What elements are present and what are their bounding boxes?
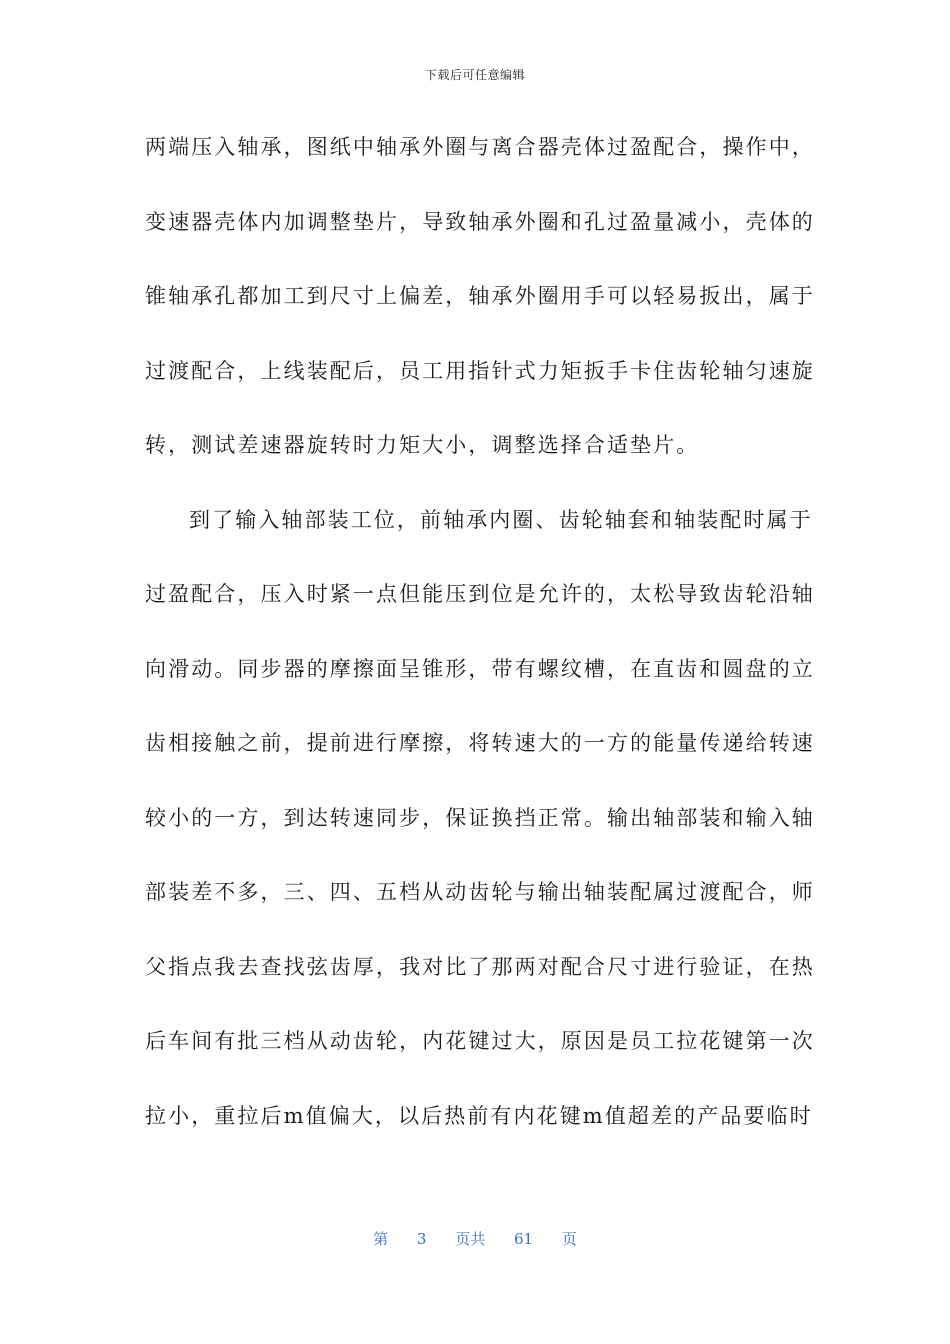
body-line: 转，测试差速器旋转时力矩大小，调整选择合适垫片。 [145, 433, 700, 457]
footer-page-label: 第 [373, 1230, 389, 1248]
page-header: 下载后可任意编辑 [424, 68, 525, 82]
body-line: 部装差不多，三、四、五档从动齿轮与输出轴装配属过渡配合，师 [145, 880, 815, 904]
footer-total-label: 页共 [455, 1230, 486, 1248]
body-line: 锥轴承孔都加工到尺寸上偏差，轴承外圈用手可以轻易扳出，属于 [145, 284, 815, 308]
body-line: 变速器壳体内加调整垫片，导致轴承外圈和孔过盈量减小，壳体的 [145, 209, 815, 234]
body-line: 后车间有批三档从动齿轮，内花键过大，原因是员工拉花键第一次 [145, 1029, 815, 1053]
body-line: 较小的一方，到达转速同步，保证换挡正常。输出轴部装和输入轴 [145, 805, 815, 830]
footer-total-pages: 61 [514, 1230, 534, 1248]
body-line: 过渡配合，上线装配后，员工用指针式力矩扳手卡住齿轮轴匀速旋 [145, 358, 815, 383]
paragraph-first-line: 到了输入轴部装工位，前轴承内圈、齿轮轴套和轴装配时属于 [189, 507, 813, 532]
page-footer [0, 1228, 950, 1249]
body-line: 拉小，重拉后m值偏大，以后热前有内花键m值超差的产品要临时 [145, 1103, 813, 1128]
document-body [145, 127, 815, 1170]
body-line: 两端压入轴承，图纸中轴承外圈与离合器壳体过盈配合，操作中， [145, 135, 815, 159]
footer-end-label: 页 [561, 1230, 577, 1248]
footer-current-page: 3 [416, 1230, 427, 1248]
body-line: 向滑动。同步器的摩擦面呈锥形，带有螺纹槽，在直齿和圆盘的立 [145, 656, 815, 681]
body-line: 齿相接触之前，提前进行摩擦，将转速大的一方的能量传递给转速 [145, 731, 815, 755]
body-line: 过盈配合，压入时紧一点但能压到位是允许的，太松导致齿轮沿轴 [145, 582, 815, 606]
body-line: 父指点我去查找弦齿厚，我对比了那两对配合尺寸进行验证，在热 [145, 954, 815, 979]
